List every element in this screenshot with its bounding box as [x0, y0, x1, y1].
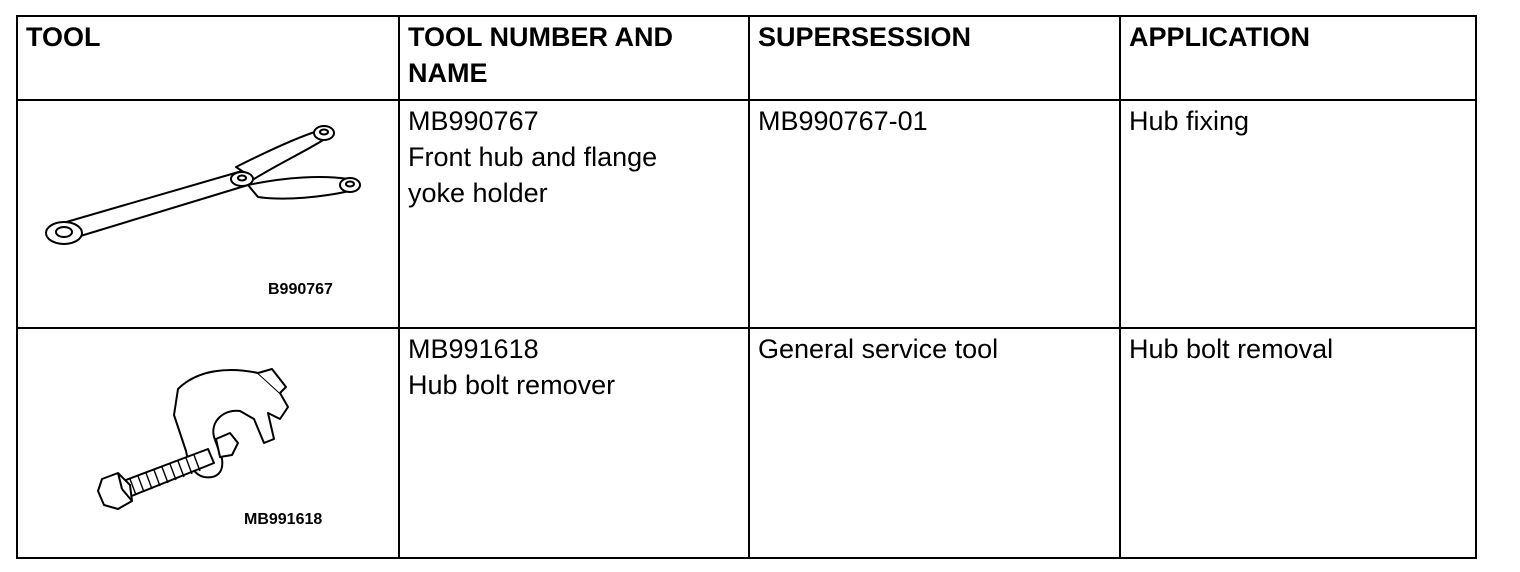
special-tools-table: [16, 15, 1477, 559]
tool-number-and-name-cell: [399, 100, 749, 328]
application-cell: Hub bolt removal: [1120, 328, 1476, 558]
header-row: [17, 16, 1476, 100]
table-row: [17, 328, 1476, 558]
header-tool-number-and-name: TOOL NUMBER AND NAME: [399, 16, 749, 100]
supersession-cell: MB990767-01: [749, 100, 1120, 328]
tool-name-line: Hub bolt remover: [408, 370, 616, 400]
header-tool: TOOL: [17, 16, 399, 100]
supersession-cell: General service tool: [749, 328, 1120, 558]
table-row: [17, 100, 1476, 328]
tool-number: MB991618: [408, 334, 539, 364]
tool-image-cell: [17, 100, 399, 328]
header-application: APPLICATION: [1120, 16, 1476, 100]
yoke-holder-wrench-icon: [18, 101, 398, 327]
tool-image-label: MB991618: [244, 511, 323, 528]
tool-name-line: yoke holder: [408, 178, 548, 208]
c-clamp-bolt-remover-icon: [18, 329, 398, 557]
tool-number-and-name-cell: [399, 328, 749, 558]
application-cell: Hub fixing: [1120, 100, 1476, 328]
header-supersession: SUPERSESSION: [749, 16, 1120, 100]
tool-image-cell: [17, 328, 399, 558]
tool-number: MB990767: [408, 106, 539, 136]
tool-image-label: B990767: [268, 281, 333, 298]
tool-name-line: Front hub and flange: [408, 142, 658, 172]
